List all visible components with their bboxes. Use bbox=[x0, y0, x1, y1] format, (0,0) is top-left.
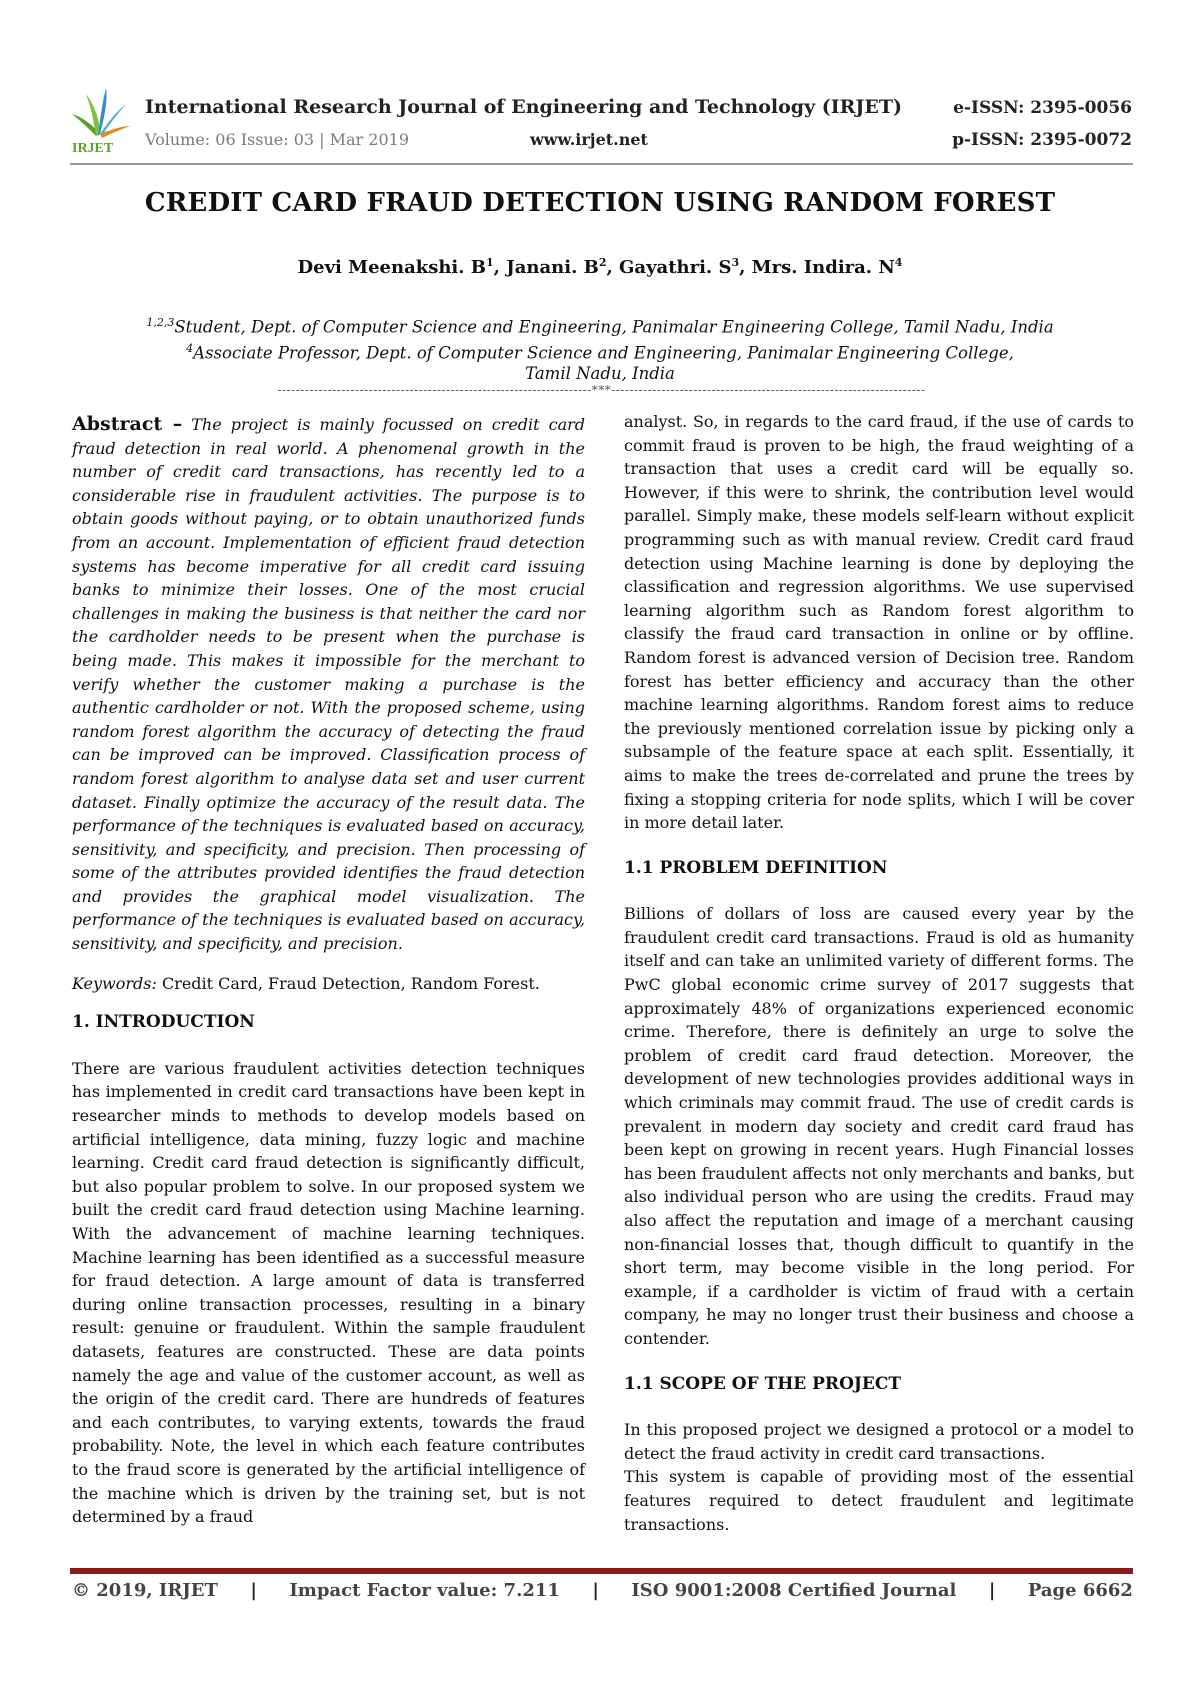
affiliation-sup: 4 bbox=[186, 342, 194, 355]
abstract-label: Abstract – bbox=[72, 413, 183, 435]
title-separator: ---------------------------------------------------------------------***--------------------------------------------------------------------- bbox=[277, 383, 926, 397]
page-footer bbox=[72, 1580, 1133, 1601]
footer-page-number: Page 6662 bbox=[1027, 1580, 1133, 1601]
section-heading-introduction: 1. INTRODUCTION bbox=[72, 1012, 255, 1033]
e-issn: e-ISSN: 2395-0056 bbox=[953, 98, 1132, 118]
footer-copyright: © 2019, IRJET bbox=[72, 1580, 218, 1601]
author-sup: 4 bbox=[894, 256, 903, 269]
footer-separator: | bbox=[592, 1580, 599, 1601]
affiliation-location: Tamil Nadu, India bbox=[525, 364, 675, 383]
footer-iso: ISO 9001:2008 Certified Journal bbox=[631, 1580, 957, 1601]
author-sup: 1 bbox=[486, 256, 494, 269]
affiliation-text: Student, Dept. of Computer Science and Engineering, Panimalar Engineering College, Tamil Nadu, India bbox=[174, 317, 1054, 337]
footer-separator: | bbox=[988, 1580, 996, 1601]
irjet-logo-icon bbox=[70, 86, 130, 156]
abstract-text: The project is mainly focussed on credit card fraud detection in real world. A phenomenal growth in the number of credit card transactions, has recently led to a considerable rise in fraudulent activities. The purpose is to obtain goods without paying, or to obtain unauthorized funds from an account. Implementation of efficient fraud detection systems has become imperative for all credit card issuing banks to minimize their losses. One of the most crucial challenges in making the business is that neither the card nor the cardholder needs to be present when the purchase is being made. This makes it impossible for the merchant to verify whether the customer making a purchase is the authentic cardholder or not. With the proposed scheme, using random forest algorithm the accuracy of detecting the fraud can be improved can be improved. Classification process of random forest algorithm to analyse data set and user current dataset. Finally optimize the accuracy of the result data. The performance of the techniques is evaluated based on accuracy, sensitivity, and specificity, and precision. Then processing of some of the attributes provided identifies the fraud detection and provides the graphical model visualization. The performance of the techniques is evaluated based on accuracy, sensitivity, and specificity, and precision. bbox=[72, 415, 586, 954]
author-name: Gayathri. S bbox=[619, 257, 732, 278]
scope-text-1: In this proposed project we designed a protocol or a model to detect the fraud activity in credit card transactions. bbox=[624, 1420, 1134, 1463]
problem-definition-text: Billions of dollars of loss are caused every year by the fraudulent credit card transactions. Fraud is old as humanity itself and can take an unlimited variety of different forms. The PwC global economic crime survey of 2017 suggests that approximately 48% of organizations experienced economic crime. Therefore, there is definitely an urge to solve the problem of credit card fraud detection. Moreover, the development of new technologies provides additional ways in which criminals may commit fraud. The use of credit cards is prevalent in modern day society and credit card fraud has been kept on growing in recent years. Hugh Financial losses has been fraudulent affects not only merchants and banks, but also individual person who are using the credits. Fraud may also affect the reputation and image of a merchant causing non-financial losses that, though difficult to quantify in the short term, may become visible in the long period. For example, if a cardholder is victim of fraud with a certain company, he may no longer trust their business and choose a contender. bbox=[624, 904, 1134, 1348]
introduction-continued-text: analyst. So, in regards to the card fraud, if the use of cards to commit fraud is proven to be high, the fraud weighting of a transaction that uses a credit card will be equally so. However, if this were to shrink, the contribution level would parallel. Simply make, these models self-learn without explicit programming such as with manual review. Credit card fraud detection using Machine learning is done by deploying the classification and regression algorithms. We use supervised learning algorithm such as Random forest algorithm to classify the fraud card transaction in online or by offline. Random forest is advanced version of Decision tree. Random forest has better efficiency and accuracy than the other machine learning algorithms. Random forest aims to reduce the previously mentioned correlation issue by picking only a subsample of the feature space at each split. Essentially, it aims to make the trees de-correlated and prune the trees by fixing a stopping criteria for node splits, which I will be cover in more detail later. bbox=[624, 412, 1134, 833]
keywords-text: Credit Card, Fraud Detection, Random Forest. bbox=[156, 973, 540, 993]
author-sup: 2 bbox=[598, 256, 607, 269]
keywords bbox=[72, 972, 585, 996]
section-heading-scope: 1.1 SCOPE OF THE PROJECT bbox=[624, 1373, 902, 1394]
author-name: Janani. B bbox=[506, 257, 599, 278]
journal-name: International Research Journal of Engineering and Technology (IRJET) bbox=[145, 96, 902, 118]
journal-logo bbox=[70, 86, 130, 156]
footer-impact-factor: Impact Factor value: 7.211 bbox=[289, 1580, 560, 1601]
affiliation-text: Associate Professor, Dept. of Computer Science and Engineering, Panimalar Engineering College, bbox=[193, 343, 1014, 363]
paper-title: CREDIT CARD FRAUD DETECTION USING RANDOM FOREST bbox=[144, 188, 1056, 218]
author-list: Devi Meenakshi. $B^1$, Janani. $B^2$, Gayathri. $S^3$, Mrs. Indira. $N^4$ bbox=[297, 256, 903, 278]
author-sup: 3 bbox=[731, 256, 740, 269]
footer-divider bbox=[70, 1568, 1133, 1574]
section-heading-problem-definition: 1.1 PROBLEM DEFINITION bbox=[624, 857, 888, 878]
header-divider bbox=[70, 163, 1133, 165]
journal-website: www.irjet.net bbox=[530, 130, 648, 149]
author-name: Devi Meenakshi. B bbox=[297, 257, 487, 278]
footer-separator: | bbox=[250, 1580, 257, 1601]
left-column bbox=[72, 413, 585, 1529]
keywords-label: Keywords: bbox=[72, 973, 157, 993]
volume-issue: Volume: 06 Issue: 03 | Mar 2019 bbox=[145, 130, 409, 149]
right-column bbox=[624, 410, 1134, 1536]
affiliation-sup: 1,2,3 bbox=[146, 316, 175, 329]
introduction-text: There are various fraudulent activities detection techniques has implemented in credit card transactions have been kept in researcher minds to methods to develop models based on artificial intelligence, data mining, fuzzy logic and machine learning. Credit card fraud detection is significantly difficult, but also popular problem to solve. In our proposed system we built the credit card fraud detection using Machine learning. With the advancement of machine learning techniques. Machine learning has been identified as a successful measure for fraud detection. A large amount of data is transferred during online transaction processes, resulting in a binary result: genuine or fraudulent. Within the sample fraudulent datasets, features are constructed. These are data points namely the age and value of the customer account, as well as the origin of the credit card. There are hundreds of features and each contributes, to varying extents, towards the fraud probability. Note, the level in which each feature contributes to the fraud score is generated by the artificial intelligence of the machine which is driven by the training set, but is not determined by a fraud bbox=[72, 1058, 585, 1527]
author-name: Mrs. Indira. N bbox=[751, 257, 895, 278]
scope-text-2: This system is capable of providing most of the essential features required to detect fraudulent and legitimate transactions. bbox=[624, 1467, 1134, 1534]
p-issn: p-ISSN: 2395-0072 bbox=[952, 130, 1132, 150]
abstract bbox=[72, 413, 585, 956]
svg-text:IRJET: IRJET bbox=[72, 141, 114, 156]
